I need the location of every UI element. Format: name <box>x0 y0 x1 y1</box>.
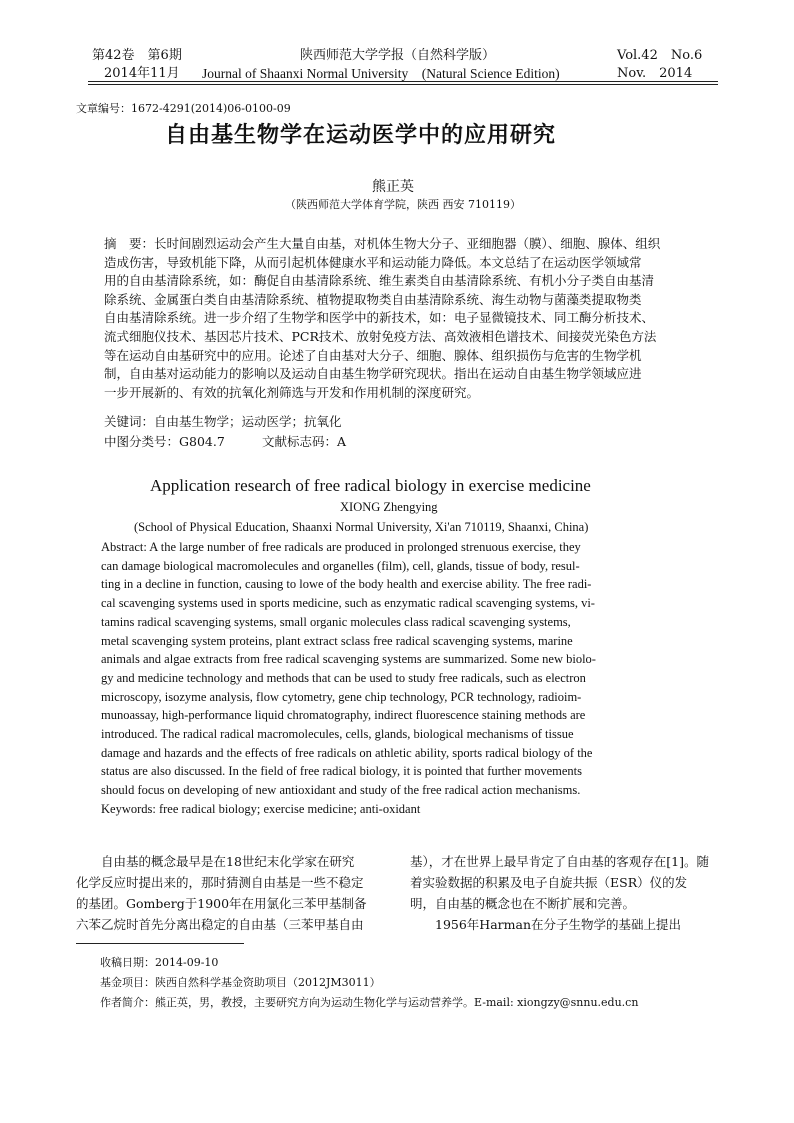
abstract-cn-line: 摘 要：长时间剧烈运动会产生大量自由基，对机体生物大分子、亚细胞器（膜）、细胞、腺体、组织 <box>104 236 661 251</box>
abstract-en-line: metal scavenging system proteins, plant extract sclass free radical scavenging systems, marine <box>101 633 573 648</box>
header-journal-en: Journal of Shaanxi Normal University (Natural Science Edition) <box>202 66 560 81</box>
header-date-en: Nov. 2014 <box>617 66 693 81</box>
body-text-line: 基），才在世界上最早肯定了自由基的客观存在[1]。随 <box>410 854 709 869</box>
header-rule-bottom <box>88 84 718 85</box>
abstract-cn-line: 流式细胞仪技术、基因芯片技术、PCR技术、放射免疫方法、高效液相色谱技术、间接荧光染色方法 <box>104 328 657 344</box>
author-cn: 熊正英 <box>372 179 414 195</box>
document-code: 文献标志码：A <box>262 434 347 449</box>
abstract-en-line: should focus on developing of new antioxidant and study of the free radical action mechanisms. <box>101 783 581 798</box>
abstract-cn-line: 制，自由基对运动能力的影响以及运动自由基生物学研究现状。指出在运动自由基生物学领域应进 <box>104 366 642 382</box>
body-text-line: 六苯乙烷时首先分离出稳定的自由基（三苯甲基自由 <box>76 917 364 932</box>
abstract-cn-line: 用的自由基清除系统，如：酶促自由基清除系统、维生素类自由基清除系统、有机小分子类自由基清 <box>104 273 655 289</box>
title-en: Application research of free radical biology in exercise medicine <box>150 476 591 495</box>
body-column-left <box>76 851 381 935</box>
header-date-cn: 2014年11月 <box>104 66 180 81</box>
body-text-line: 化学反应时提出来的，那时猜测自由基是一些不稳定 <box>76 875 364 890</box>
header-rule-top <box>88 81 718 82</box>
footnote-line: 作者简介：熊正英，男，教授，主要研究方向为运动生物化学与运动营养学。E-mail: xiongzy@snnu.edu.cn <box>100 996 639 1009</box>
abstract-en-line: gy and medicine technology and methods that can be used to study free radicals, such as electron <box>101 670 586 685</box>
affiliation-cn: （陕西师范大学体育学院，陕西 西安 710119） <box>285 198 521 211</box>
header-volume-cn: 第42卷 第6期 <box>92 48 182 63</box>
author-en: XIONG Zhengying <box>340 500 438 514</box>
abstract-cn-line: 除系统、金属蛋白类自由基清除系统、植物提取物类自由基清除系统、海生动物与菌藻类提取物类 <box>104 291 642 307</box>
header-volume-en: Vol.42 No.6 <box>617 48 703 63</box>
footnotes <box>100 953 720 1013</box>
clc-number: 中图分类号：G804.7 <box>104 434 225 449</box>
abstract-en <box>101 538 701 819</box>
abstract-en-line: tamins radical scavenging systems, small organic molecules class radical scavenging systems, <box>101 614 571 629</box>
abstract-cn-line: 等在运动自由基研究中的应用。论述了自由基对大分子、细胞、腺体、组织损伤与危害的生物学机 <box>104 347 642 363</box>
abstract-en-line: Keywords: free radical biology; exercise medicine; anti-oxidant <box>101 801 421 816</box>
abstract-en-line: damage and hazards and the effects of free radicals on athletic ability, sports radical biology of the <box>101 745 593 760</box>
abstract-en-line: cal scavenging systems used in sports medicine, such as enzymatic radical scavenging systems, vi- <box>101 596 595 611</box>
keywords-cn: 关键词：自由基生物学；运动医学；抗氧化 <box>104 414 342 429</box>
body-column-right <box>410 851 720 935</box>
abstract-cn <box>104 235 704 402</box>
abstract-cn-line: 一步开展新的、有效的抗氧化剂筛选与开发和作用机制的深度研究。 <box>104 384 480 400</box>
footnote-rule <box>76 943 244 944</box>
body-text-line: 明，自由基的概念也在不断扩展和完善。 <box>410 896 636 911</box>
body-text-line: 1956年Harman在分子生物学的基础上提出 <box>410 917 681 932</box>
footnote-line: 基金项目：陕西自然科学基金资助项目（2012JM3011） <box>100 976 381 989</box>
body-text-line: 的基团。Gomberg于1900年在用氯化三苯甲基制备 <box>76 896 367 911</box>
abstract-en-line: munoassay, high-performance liquid chromatography, indirect fluorescence staining methods are <box>101 708 586 723</box>
abstract-en-line: can damage biological macromolecules and organelles (film), cell, glands, tissue of body, resul- <box>101 558 580 573</box>
abstract-cn-line: 造成伤害，导致机能下降，从而引起机体健康水平和运动能力降低。本文总结了在运动医学领域常 <box>104 254 642 270</box>
article-id: 文章编号：1672-4291(2014)06-0100-09 <box>76 102 291 115</box>
abstract-en-line: Abstract: A the large number of free radicals are produced in prolonged strenuous exercise, they <box>101 540 581 554</box>
footnote-line: 收稿日期：2014-09-10 <box>100 956 219 969</box>
abstract-en-line: introduced. The radical radical macromolecules, cells, glands, biological mechanisms of tissue <box>101 727 574 742</box>
affiliation-en: (School of Physical Education, Shaanxi Normal University, Xi'an 710119, Shaanxi, China) <box>134 520 589 534</box>
page-title: 自由基生物学在运动医学中的应用研究 <box>165 122 557 148</box>
abstract-cn-line: 自由基清除系统。进一步介绍了生物学和医学中的新技术，如：电子显微镜技术、同工酶分析技术、 <box>104 310 655 326</box>
abstract-en-line: status are also discussed. In the field of free radical biology, it is pointed that further movements <box>101 764 582 779</box>
header-journal-cn: 陕西师范大学学报（自然科学版） <box>300 48 496 63</box>
body-text-line: 着实验数据的积累及电子自旋共振（ESR）仪的发 <box>410 875 688 890</box>
abstract-en-line: ting in a decline in function, causing to lowe of the body health and exercise ability. The free radi- <box>101 577 592 592</box>
abstract-en-line: microscopy, isozyme analysis, flow cytometry, gene chip technology, PCR technology, radioim- <box>101 689 582 704</box>
abstract-en-line: animals and algae extracts from free radical scavenging systems are summarized. Some new biolo- <box>101 652 596 667</box>
body-text-line: 自由基的概念最早是在18世纪末化学家在研究 <box>76 854 355 869</box>
